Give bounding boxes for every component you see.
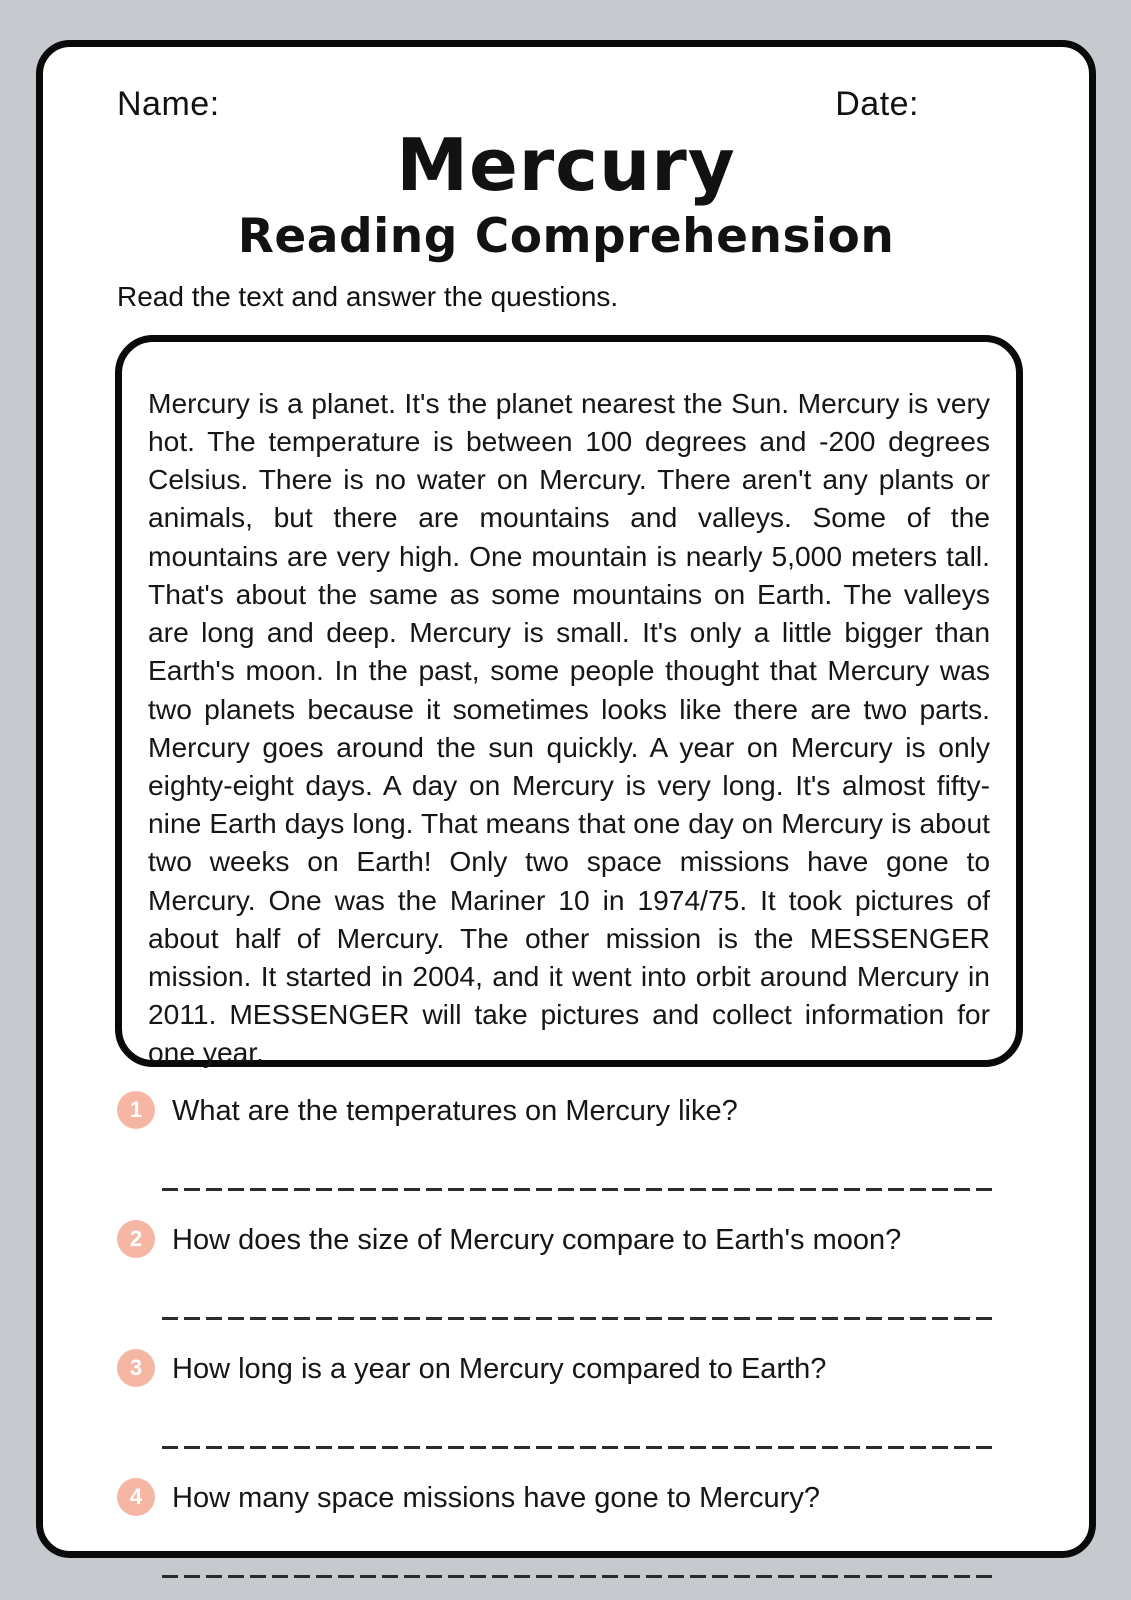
questions-section [43, 1091, 1089, 1578]
question-number-badge: 3 [117, 1349, 155, 1387]
date-field-label: Date: [835, 85, 919, 123]
answer-blank-line-1[interactable] [162, 1188, 993, 1191]
worksheet-card [36, 40, 1096, 1558]
question-row-1 [117, 1091, 989, 1131]
question-text: How long is a year on Mercury compared to Earth? [172, 1352, 827, 1385]
page-title: Mercury [396, 123, 736, 207]
question-number-badge: 4 [117, 1478, 155, 1516]
answer-blank-line-4[interactable] [162, 1575, 993, 1578]
page-subtitle: Reading Comprehension [237, 209, 895, 265]
question-row-4 [117, 1478, 989, 1518]
header-row [43, 47, 1089, 124]
question-row-3 [117, 1349, 989, 1389]
question-row-2 [117, 1220, 989, 1260]
question-text: What are the temperatures on Mercury like? [172, 1094, 738, 1127]
answer-blank-line-3[interactable] [162, 1446, 993, 1449]
question-text: How does the size of Mercury compare to Earth's moon? [172, 1223, 902, 1256]
reading-passage-text: Mercury is a planet. It's the planet nearest the Sun. Mercury is very hot. The temperature is between 100 degrees and -200 degrees Celsius. There is no water on Mercury. There aren't any plants or animals, but there are mountains and valleys. Some of the mountains are very high. One mountain is nearly 5,000 meters tall. That's about the same as some mountains on Earth. The valleys are long and deep. Mercury is small. It's only a little bigger than Earth's moon. In the past, some people thought that Mercury was two planets because it sometimes looks like there are two parts. Mercury goes around the sun quickly. A year on Mercury is only eighty-eight days. A day on Mercury is very long. It's almost fifty-nine Earth days long. That means that one day on Mercury is about two weeks on Earth! Only two space missions have gone to Mercury. One was the Mariner 10 in 1974/75. It took pictures of about half of Mercury. The other mission is the MESSENGER mission. It started in 2004, and it went into orbit around Mercury in 2011. MESSENGER will take pictures and collect information for one year. [148, 386, 990, 1069]
name-field-label: Name: [117, 85, 220, 123]
question-text: How many space missions have gone to Mercury? [172, 1481, 820, 1514]
reading-passage-box [115, 335, 1023, 1067]
question-number-badge: 2 [117, 1220, 155, 1258]
answer-blank-line-2[interactable] [162, 1317, 993, 1320]
question-number-badge: 1 [117, 1091, 155, 1129]
instruction-text: Read the text and answer the questions. [117, 280, 619, 312]
